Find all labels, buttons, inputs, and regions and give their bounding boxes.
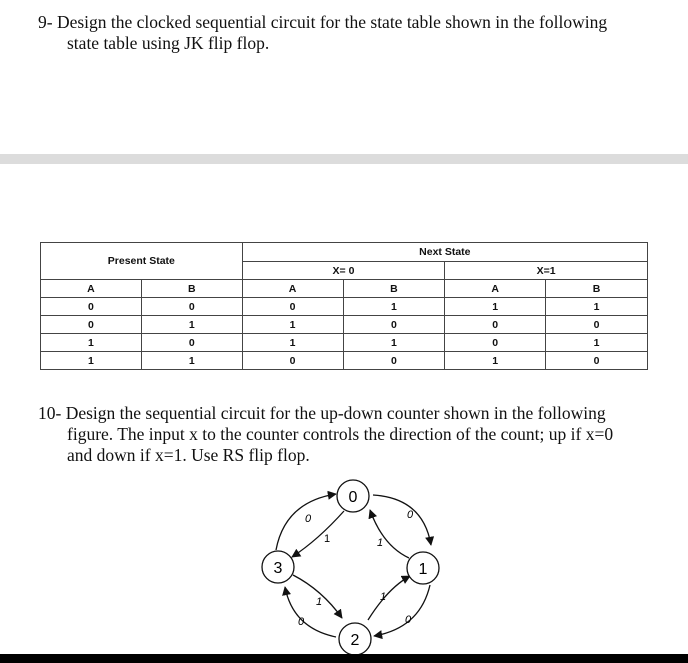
table-cell: 1 xyxy=(141,352,242,370)
edge-label: 0 xyxy=(407,509,414,521)
table-cell: 1 xyxy=(445,352,546,370)
edge-s2-s1 xyxy=(368,576,410,620)
column-header: A xyxy=(445,280,546,298)
table-cell: 0 xyxy=(242,298,343,316)
state-label: 1 xyxy=(418,561,428,578)
table-cell: 0 xyxy=(41,298,142,316)
question-9-line1: 9- Design the clocked sequential circuit for the state table shown in the following xyxy=(38,12,608,32)
edge-label: 1 xyxy=(324,533,331,545)
state-node-1 xyxy=(407,552,439,584)
x1-header: X=1 xyxy=(445,262,648,280)
question-9-line2: state table using JK flip flop. xyxy=(67,33,270,53)
table-cell: 1 xyxy=(242,334,343,352)
state-label: 2 xyxy=(350,632,360,649)
table-cell: 0 xyxy=(445,334,546,352)
table-cell: 0 xyxy=(141,334,242,352)
question-9 xyxy=(38,12,658,54)
state-label: 3 xyxy=(273,560,283,577)
state-diagram xyxy=(240,470,460,654)
table-row xyxy=(41,352,648,370)
state-node-3 xyxy=(262,551,294,583)
question-10-line3: and down if x=1. Use RS flip flop. xyxy=(67,445,310,465)
edge-label: 0 xyxy=(405,614,412,626)
edge-label: 0 xyxy=(305,513,312,525)
edge-label: 1 xyxy=(380,591,387,603)
table-row xyxy=(41,334,648,352)
state-node-2 xyxy=(339,623,371,654)
table-cell: 0 xyxy=(242,352,343,370)
table-cell: 0 xyxy=(343,316,445,334)
table-cell: 1 xyxy=(242,316,343,334)
column-header: B xyxy=(546,280,648,298)
table-cell: 1 xyxy=(141,316,242,334)
question-10-line2: figure. The input x to the counter controls the direction of the count; up if x=0 xyxy=(67,424,614,444)
column-header-row xyxy=(41,280,648,298)
table-cell: 0 xyxy=(141,298,242,316)
x0-header: X= 0 xyxy=(242,262,445,280)
state-node-0 xyxy=(337,480,369,512)
table-cell: 0 xyxy=(445,316,546,334)
section-divider xyxy=(0,154,688,164)
present-state-header: Present State xyxy=(41,243,243,280)
table-row xyxy=(41,316,648,334)
table-cell: 0 xyxy=(546,352,648,370)
column-header: A xyxy=(41,280,142,298)
question-10-line1: 10- Design the sequential circuit for the up-down counter shown in the following xyxy=(38,403,606,423)
edge-label: 1 xyxy=(377,537,384,549)
bottom-bar xyxy=(0,654,688,663)
table-cell: 0 xyxy=(343,352,445,370)
table-cell: 1 xyxy=(343,334,445,352)
table-row xyxy=(41,298,648,316)
next-state-header: Next State xyxy=(242,243,647,262)
edge-s0-s3 xyxy=(292,511,344,557)
table-cell: 0 xyxy=(546,316,648,334)
table-cell: 1 xyxy=(41,352,142,370)
table-cell: 1 xyxy=(343,298,445,316)
state-table xyxy=(40,242,648,370)
table-cell: 1 xyxy=(546,334,648,352)
column-header: B xyxy=(343,280,445,298)
state-label: 0 xyxy=(348,489,358,506)
edge-s2-s3 xyxy=(285,587,336,637)
table-cell: 0 xyxy=(41,316,142,334)
edge-label: 1 xyxy=(316,596,323,608)
table-cell: 1 xyxy=(445,298,546,316)
column-header: B xyxy=(141,280,242,298)
table-cell: 1 xyxy=(41,334,142,352)
question-10 xyxy=(38,403,658,466)
table-cell: 1 xyxy=(546,298,648,316)
edge-s1-s0 xyxy=(370,510,409,558)
edge-label: 0 xyxy=(298,616,305,628)
column-header: A xyxy=(242,280,343,298)
